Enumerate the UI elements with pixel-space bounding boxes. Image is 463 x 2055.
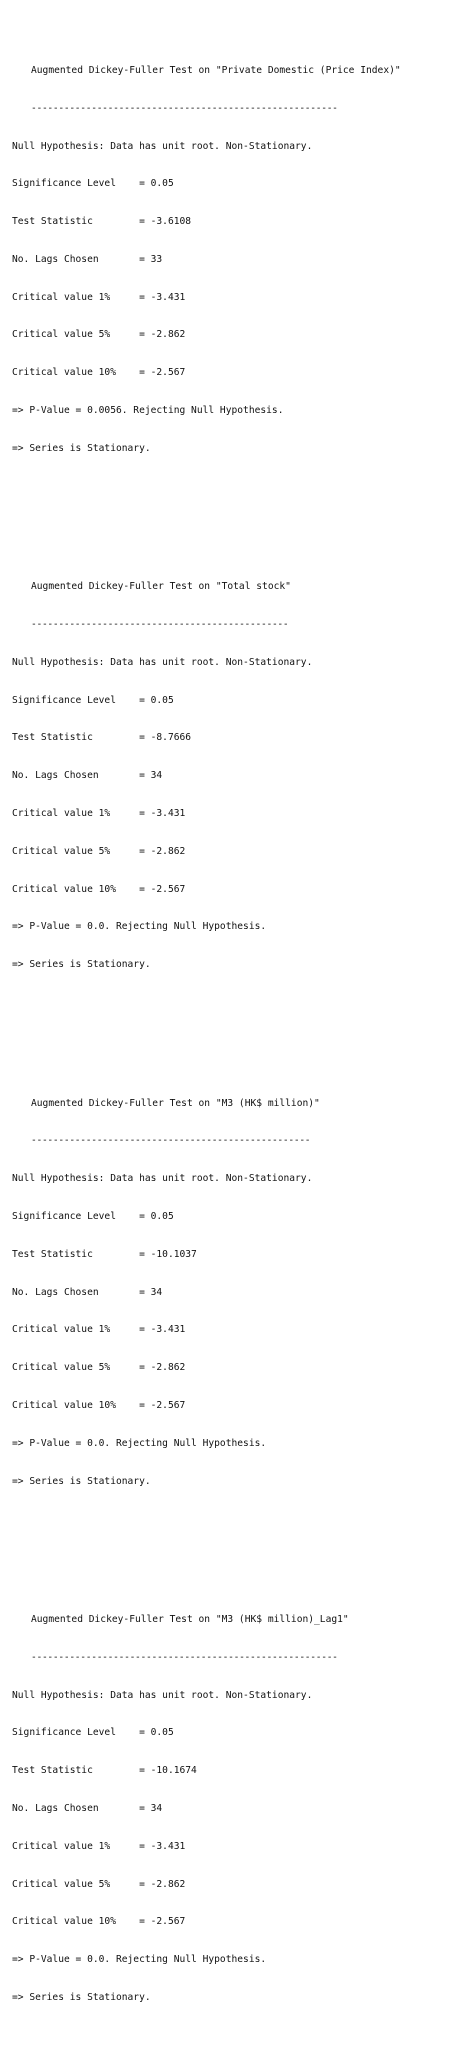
significance-level-line: Significance Level = 0.05	[12, 1211, 174, 1223]
test-title: Augmented Dickey-Fuller Test on "M3 (HK$ million)"	[31, 1097, 320, 1109]
null-hypothesis-line: Null Hypothesis: Data has unit root. Non-Stationary.	[12, 140, 313, 152]
test-title: Augmented Dickey-Fuller Test on "Total stock"	[31, 581, 291, 593]
p-value-line: => P-Value = 0.0056. Rejecting Null Hypothesis.	[12, 405, 284, 416]
test-title: Augmented Dickey-Fuller Test on "Private Domestic (Price Index)"	[31, 64, 401, 76]
p-value-line: => P-Value = 0.0. Rejecting Null Hypothesis.	[12, 1954, 267, 1966]
significance-level-line: Significance Level = 0.05	[12, 1727, 174, 1739]
critical-value-5-line: Critical value 5% = -2.862	[12, 1362, 186, 1374]
critical-value-1-line: Critical value 1% = -3.431	[12, 1324, 186, 1336]
test-statistic-line: Test Statistic = -3.6108	[12, 216, 192, 228]
lags-chosen-line: No. Lags Chosen = 34	[12, 1802, 163, 1814]
adf-test-block-m3-lag1	[12, 1589, 460, 2030]
critical-value-1-line: Critical value 1% = -3.431	[12, 1840, 186, 1852]
significance-level-line: Significance Level = 0.05	[12, 694, 174, 706]
critical-value-1-line: Critical value 1% = -3.431	[12, 808, 186, 820]
adf-test-block-total-stock	[12, 556, 460, 997]
critical-value-10-line: Critical value 10% = -2.567	[12, 1399, 186, 1411]
console-output	[12, 2, 460, 2055]
critical-value-1-line: Critical value 1% = -3.431	[12, 291, 186, 303]
significance-level-line: Significance Level = 0.05	[12, 178, 174, 190]
critical-value-5-line: Critical value 5% = -2.862	[12, 329, 186, 341]
adf-test-block-m3	[12, 1073, 460, 1514]
conclusion-line: => Series is Stationary.	[12, 959, 151, 971]
conclusion-line: => Series is Stationary.	[12, 442, 151, 454]
critical-value-10-line: Critical value 10% = -2.567	[12, 367, 186, 379]
title-underline: --------------------------------------------------------	[31, 1651, 338, 1663]
critical-value-10-line: Critical value 10% = -2.567	[12, 1916, 186, 1928]
critical-value-5-line: Critical value 5% = -2.862	[12, 845, 186, 857]
title-underline: ---------------------------------------------------	[31, 1135, 311, 1147]
null-hypothesis-line: Null Hypothesis: Data has unit root. Non-Stationary.	[12, 656, 313, 668]
test-statistic-line: Test Statistic = -10.1674	[12, 1765, 197, 1777]
title-underline: -----------------------------------------------	[31, 619, 289, 631]
lags-chosen-line: No. Lags Chosen = 34	[12, 770, 163, 782]
test-statistic-line: Test Statistic = -8.7666	[12, 732, 192, 744]
title-underline: --------------------------------------------------------	[31, 102, 338, 114]
null-hypothesis-line: Null Hypothesis: Data has unit root. Non-Stationary.	[12, 1173, 313, 1185]
test-statistic-line: Test Statistic = -10.1037	[12, 1248, 197, 1260]
adf-test-block-private-domestic	[12, 40, 460, 481]
critical-value-10-line: Critical value 10% = -2.567	[12, 883, 186, 895]
lags-chosen-line: No. Lags Chosen = 33	[12, 253, 163, 265]
conclusion-line: => Series is Stationary.	[12, 1475, 151, 1487]
test-title: Augmented Dickey-Fuller Test on "M3 (HK$ million)_Lag1"	[31, 1614, 349, 1626]
lags-chosen-line: No. Lags Chosen = 34	[12, 1286, 163, 1298]
critical-value-5-line: Critical value 5% = -2.862	[12, 1878, 186, 1890]
p-value-line: => P-Value = 0.0. Rejecting Null Hypothesis.	[12, 1437, 267, 1449]
p-value-line: => P-Value = 0.0. Rejecting Null Hypothesis.	[12, 921, 267, 933]
null-hypothesis-line: Null Hypothesis: Data has unit root. Non-Stationary.	[12, 1689, 313, 1701]
conclusion-line: => Series is Stationary.	[12, 1991, 151, 2003]
